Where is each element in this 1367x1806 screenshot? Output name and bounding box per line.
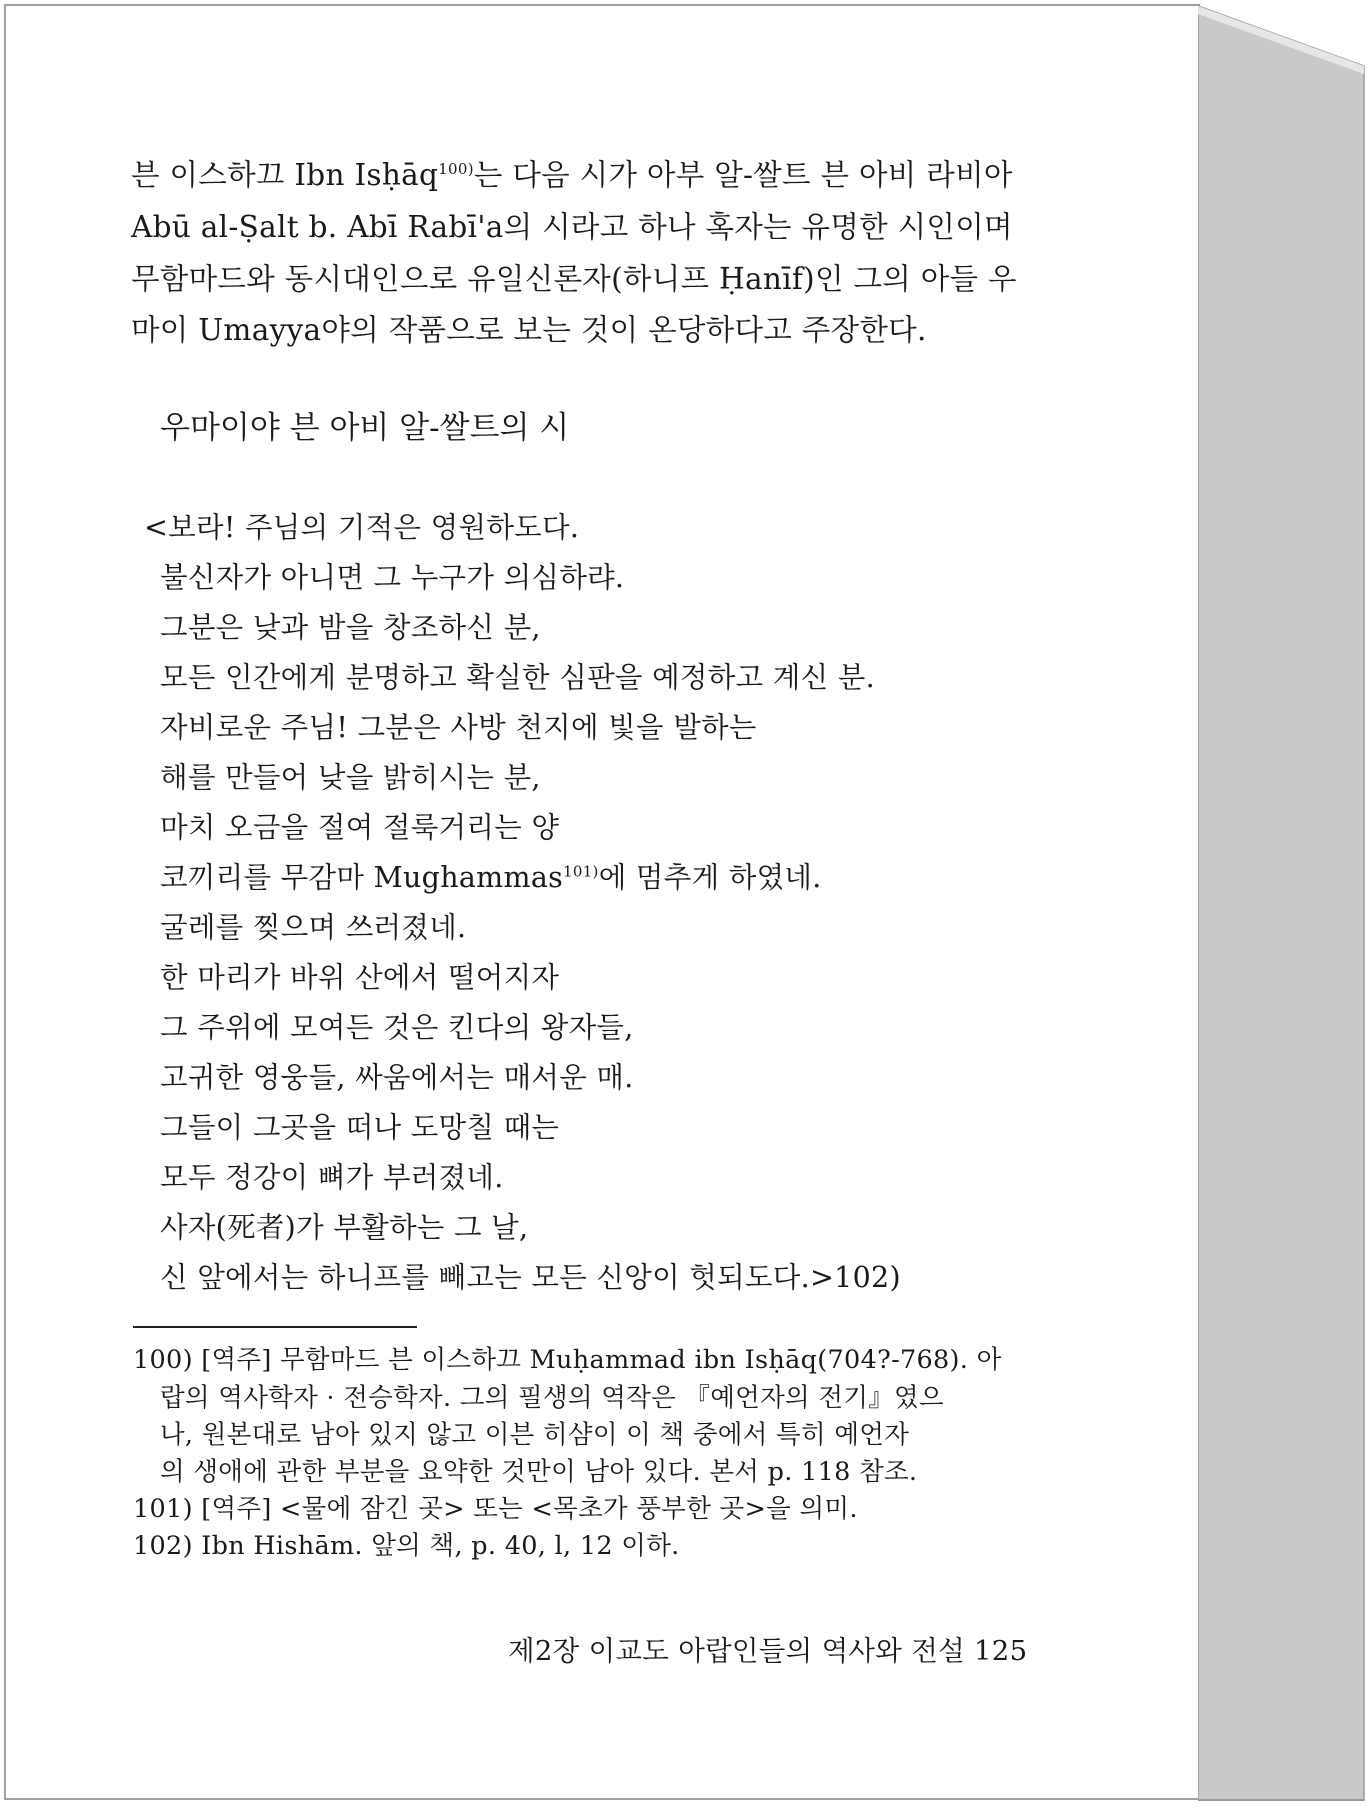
poem-line-11: 그 주위에 모여든 것은 킨다의 왕자들, bbox=[160, 1011, 634, 1044]
paragraph-line-2: Abū al-Ṣalt b. Abī Rabī'a의 시라고 하나 혹자는 유명한 시인이며 bbox=[131, 210, 1013, 244]
poem-line-6: 해를 만들어 낮을 밝히시는 분, bbox=[160, 761, 541, 794]
poem-line-16: 신 앞에서는 하니프를 빼고는 모든 신앙이 헛되도다.>102) bbox=[160, 1261, 901, 1294]
poem-line-3: 그분은 낮과 밤을 창조하신 분, bbox=[160, 611, 541, 644]
poem-line-12: 고귀한 영웅들, 싸움에서는 매서운 매. bbox=[160, 1061, 634, 1094]
footnote-101: 101) [역주] <물에 잠긴 곳> 또는 <목초가 풍부한 곳>을 의미. bbox=[133, 1494, 858, 1524]
poem-line-9: 굴레를 찢으며 쓰러졌네. bbox=[160, 911, 467, 944]
footnote-100-line-3: 나, 원본대로 남아 있지 않고 이븐 히샴이 이 책 중에서 특히 예언자 bbox=[160, 1420, 910, 1450]
poem-line-7: 마치 오금을 절여 절룩거리는 양 bbox=[160, 811, 560, 844]
footnote-ref-101: 101) bbox=[563, 862, 599, 881]
footnote-102: 102) Ibn Hishām. 앞의 책, p. 40, l, 12 이하. bbox=[133, 1531, 680, 1561]
footnote-100-line-1: 100) [역주] 무함마드 븐 이스하끄 Muḥammad ibn Isḥāq(704?-768). 아 bbox=[133, 1345, 1002, 1375]
poem-line-4: 모든 인간에게 분명하고 확실한 심판을 예정하고 계신 분. bbox=[160, 661, 875, 694]
poem-line-14: 모두 정강이 뼈가 부러졌네. bbox=[160, 1161, 504, 1194]
poem-heading: 우마이야 븐 아비 알-쌀트의 시 bbox=[160, 410, 570, 446]
footnote-separator bbox=[133, 1326, 417, 1328]
footnote-100-line-4: 의 생애에 관한 부분을 요약한 것만이 남아 있다. 본서 p. 118 참조. bbox=[160, 1457, 918, 1487]
poem-line-8: 코끼리를 무감마 Mughammas$^{101)}$에 멈추게 하였네. bbox=[160, 861, 822, 894]
poem-line-15: 사자(死者)가 부활하는 그 날, bbox=[160, 1211, 529, 1244]
page-stack-edge bbox=[1198, 0, 1367, 1806]
paragraph-line-3: 무함마드와 동시대인으로 유일신론자(하니프 Ḥanīf)인 그의 아들 우 bbox=[131, 262, 1017, 296]
poem-line-10: 한 마리가 바위 산에서 떨어지자 bbox=[160, 961, 560, 994]
paragraph-line-1: 븐 이스하끄 Ibn Isḥāq$^{100)}$는 다음 시가 아부 알-쌀트 븐 아비 라비아 bbox=[131, 158, 1013, 192]
footnote-100-line-2: 랍의 역사학자 · 전승학자. 그의 필생의 역작은 『예언자의 전기』였으 bbox=[160, 1383, 944, 1413]
poem-line-13: 그들이 그곳을 떠나 도망칠 때는 bbox=[160, 1111, 560, 1144]
poem-line-5: 자비로운 주님! 그분은 사방 천지에 빛을 발하는 bbox=[160, 711, 757, 744]
running-footer: 제2장 이교도 아랍인들의 역사와 전설 125 bbox=[508, 1635, 1028, 1667]
poem-line-2: 불신자가 아니면 그 누구가 의심하랴. bbox=[160, 561, 625, 594]
poem-line-1: <보라! 주님의 기적은 영원하도다. bbox=[144, 511, 580, 544]
paragraph-line-4: 마이 Umayya야의 작품으로 보는 것이 온당하다고 주장한다. bbox=[131, 313, 927, 347]
footnote-ref-100: 100) bbox=[438, 160, 474, 179]
